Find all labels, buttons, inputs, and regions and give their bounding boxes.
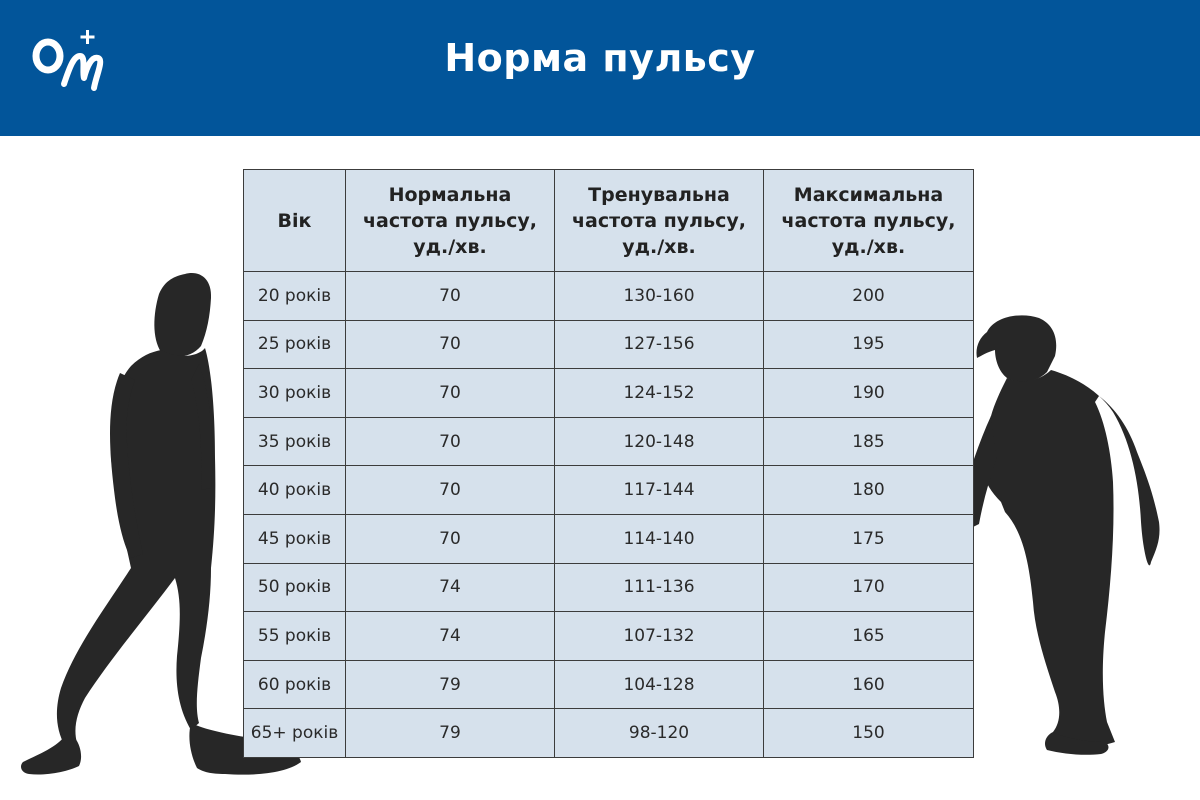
- table-row: [244, 514, 974, 563]
- age-cell: 35 років: [244, 417, 346, 466]
- training-rate-cell: 117-144: [555, 466, 764, 515]
- age-cell: 65+ років: [244, 709, 346, 758]
- max-rate-cell: 150: [764, 709, 974, 758]
- table-row: [244, 660, 974, 709]
- age-cell: 20 років: [244, 272, 346, 321]
- table-row: [244, 369, 974, 418]
- column-header-normal-rate: Нормальна частота пульсу, уд./хв.: [346, 170, 555, 272]
- column-header-max-rate: Максимальна частота пульсу, уд./хв.: [764, 170, 974, 272]
- normal-rate-cell: 74: [346, 612, 555, 661]
- max-rate-cell: 190: [764, 369, 974, 418]
- table-header-row: [244, 170, 974, 272]
- age-cell: 50 років: [244, 563, 346, 612]
- age-cell: 45 років: [244, 514, 346, 563]
- pulse-rate-table: [243, 169, 974, 758]
- column-header-age: Вік: [244, 170, 346, 272]
- normal-rate-cell: 79: [346, 660, 555, 709]
- training-rate-cell: 98-120: [555, 709, 764, 758]
- training-rate-cell: 124-152: [555, 369, 764, 418]
- normal-rate-cell: 74: [346, 563, 555, 612]
- age-cell: 60 років: [244, 660, 346, 709]
- age-cell: 55 років: [244, 612, 346, 661]
- header-banner: [0, 0, 1200, 136]
- normal-rate-cell: 70: [346, 466, 555, 515]
- training-rate-cell: 107-132: [555, 612, 764, 661]
- table-row: [244, 709, 974, 758]
- table-row: [244, 417, 974, 466]
- table-row: [244, 466, 974, 515]
- max-rate-cell: 180: [764, 466, 974, 515]
- page-title: Норма пульсу: [444, 36, 756, 80]
- max-rate-cell: 160: [764, 660, 974, 709]
- age-cell: 25 років: [244, 320, 346, 369]
- max-rate-cell: 195: [764, 320, 974, 369]
- training-rate-cell: 127-156: [555, 320, 764, 369]
- normal-rate-cell: 70: [346, 272, 555, 321]
- max-rate-cell: 185: [764, 417, 974, 466]
- normal-rate-cell: 79: [346, 709, 555, 758]
- max-rate-cell: 170: [764, 563, 974, 612]
- normal-rate-cell: 70: [346, 514, 555, 563]
- training-rate-cell: 104-128: [555, 660, 764, 709]
- normal-rate-cell: 70: [346, 320, 555, 369]
- training-rate-cell: 120-148: [555, 417, 764, 466]
- table-row: [244, 563, 974, 612]
- training-rate-cell: 114-140: [555, 514, 764, 563]
- max-rate-cell: 200: [764, 272, 974, 321]
- max-rate-cell: 175: [764, 514, 974, 563]
- table-row: [244, 612, 974, 661]
- column-header-training-rate: Тренувальна частота пульсу, уд./хв.: [555, 170, 764, 272]
- table-row: [244, 272, 974, 321]
- table-row: [244, 320, 974, 369]
- age-cell: 40 років: [244, 466, 346, 515]
- training-rate-cell: 130-160: [555, 272, 764, 321]
- training-rate-cell: 111-136: [555, 563, 764, 612]
- normal-rate-cell: 70: [346, 369, 555, 418]
- max-rate-cell: 165: [764, 612, 974, 661]
- age-cell: 30 років: [244, 369, 346, 418]
- normal-rate-cell: 70: [346, 417, 555, 466]
